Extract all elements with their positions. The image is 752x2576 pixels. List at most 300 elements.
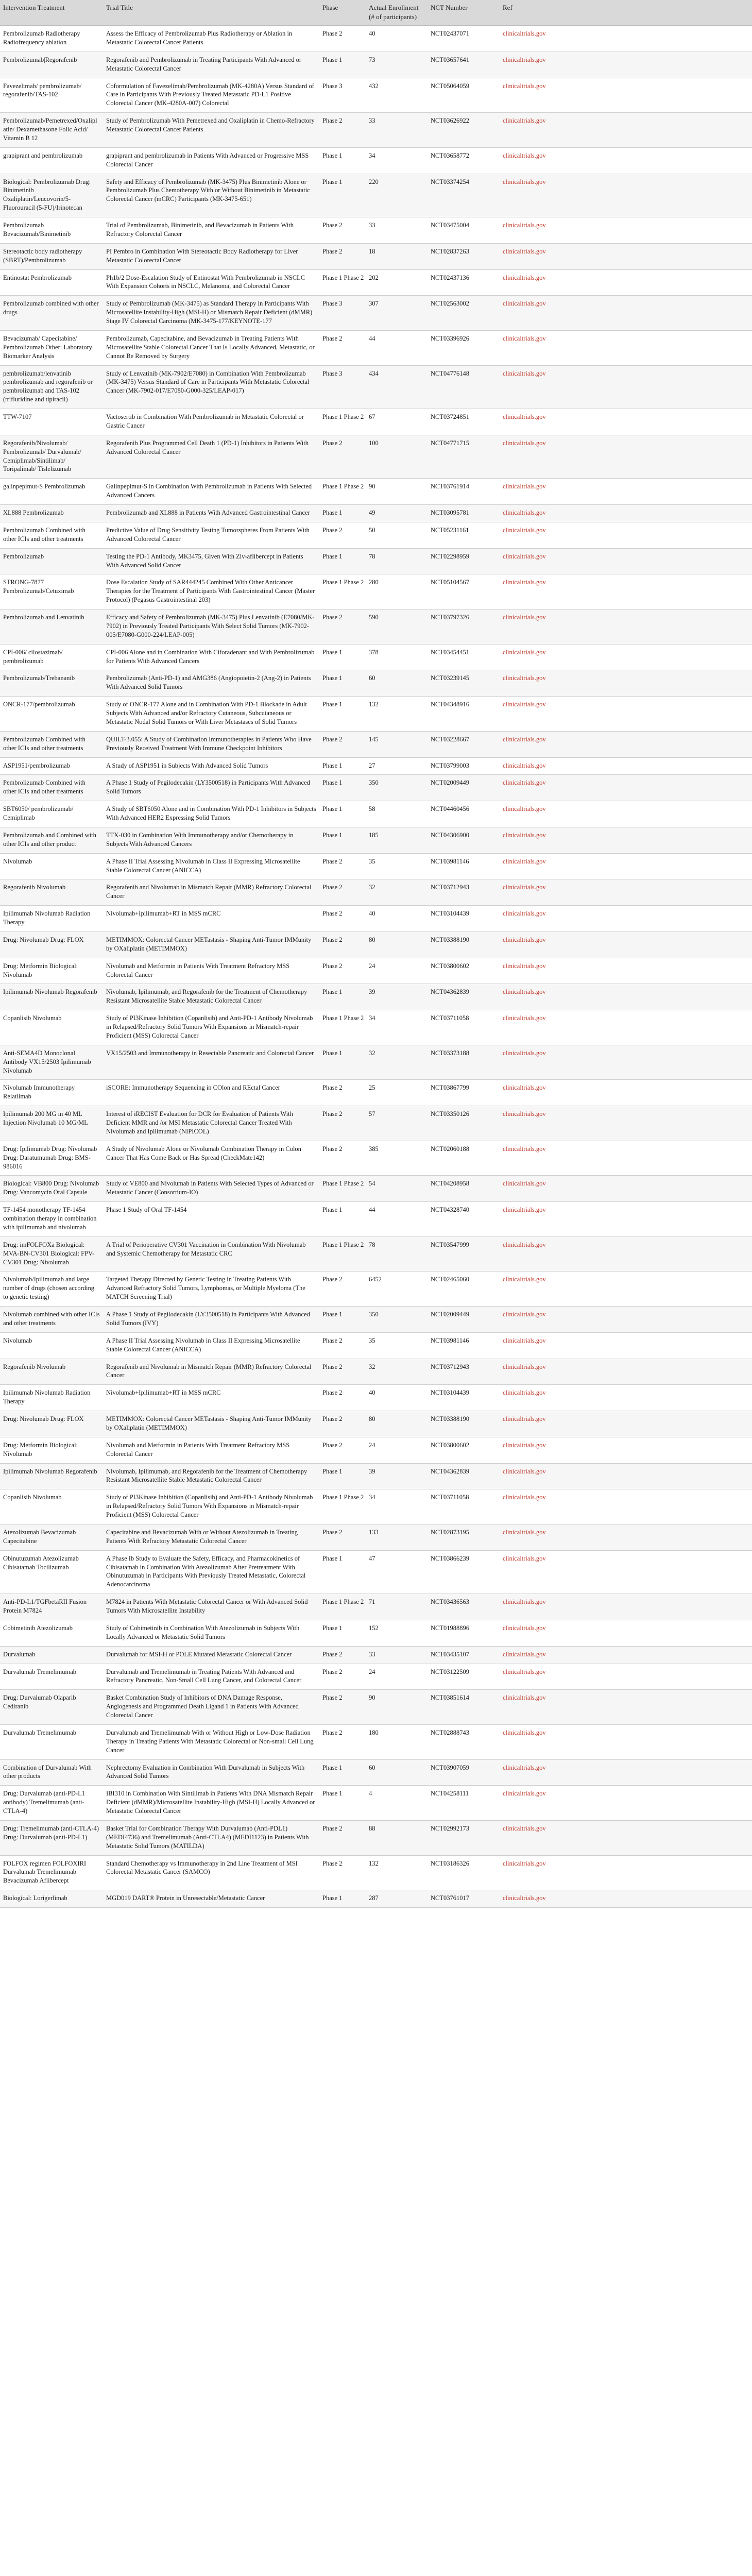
- cell-ref-link[interactable]: clinicaltrials.gov: [500, 1724, 752, 1759]
- cell-phase: Phase 2: [319, 879, 366, 906]
- cell-ref-link[interactable]: clinicaltrials.gov: [500, 1045, 752, 1080]
- cell-trial-title: Nivolumab, Ipilimumab, and Regorafenib for the Treatment of Chemotherapy Resistant Microsatellite Stable Metastatic Colorectal Cancer: [103, 984, 319, 1010]
- cell-intervention: Nivolumab Immunotherapy Relatlimab: [0, 1080, 103, 1106]
- cell-enrollment: 287: [366, 1890, 428, 1908]
- cell-intervention: Drug: imFOLFOXa Biological: MVA-BN-CV301 Biological: FPV-CV301 Drug: Nivolumab: [0, 1236, 103, 1272]
- cell-ref-link[interactable]: clinicaltrials.gov: [500, 1202, 752, 1237]
- cell-phase: Phase 2: [319, 1359, 366, 1385]
- cell-ref-link[interactable]: clinicaltrials.gov: [500, 479, 752, 505]
- cell-phase: Phase 2: [319, 1141, 366, 1176]
- cell-enrollment: 44: [366, 330, 428, 365]
- cell-ref-link[interactable]: clinicaltrials.gov: [500, 1236, 752, 1272]
- cell-phase: Phase 1: [319, 505, 366, 522]
- cell-ref-link[interactable]: clinicaltrials.gov: [500, 775, 752, 801]
- cell-ref-link[interactable]: clinicaltrials.gov: [500, 1106, 752, 1141]
- cell-intervention: Pembrolizumab Radiotherapy Radiofrequency ablation: [0, 26, 103, 52]
- cell-trial-title: Phase 1 Study of Oral TF-1454: [103, 1202, 319, 1237]
- cell-trial-title: A Phase 1 Study of Pegilodecakin (LY3500518) in Participants With Advanced Solid Tumors (IVY): [103, 1307, 319, 1333]
- cell-phase: Phase 2: [319, 1690, 366, 1725]
- cell-ref-link[interactable]: clinicaltrials.gov: [500, 644, 752, 670]
- cell-ref-link[interactable]: clinicaltrials.gov: [500, 984, 752, 1010]
- cell-intervention: Durvalumab Tremelimumab: [0, 1724, 103, 1759]
- cell-enrollment: 35: [366, 1332, 428, 1359]
- cell-ref-link[interactable]: clinicaltrials.gov: [500, 243, 752, 269]
- table-row: [0, 827, 752, 853]
- cell-nct-number: NCT03239145: [428, 670, 500, 697]
- cell-intervention: Drug: Metformin Biological: Nivolumab: [0, 1437, 103, 1463]
- cell-trial-title: Study of Pembrolizumab (MK-3475) as Standard Therapy in Participants With Microsatellite Instability-High (MSI-H) or Mismatch Repair Deficient (dMMR) Stage IV Colorectal Carcinoma (MK-3475-177/KEYNOTE-177: [103, 296, 319, 331]
- table-row: [0, 174, 752, 217]
- cell-ref-link[interactable]: clinicaltrials.gov: [500, 757, 752, 775]
- cell-trial-title: grapiprant and pembrolizumab in Patients With Advanced or Progressive MSS Colorectal Cancer: [103, 147, 319, 174]
- cell-trial-title: Durvalumab for MSI-H or POLE Mutated Metastatic Colorectal Cancer: [103, 1646, 319, 1664]
- cell-ref-link[interactable]: clinicaltrials.gov: [500, 1176, 752, 1202]
- cell-trial-title: Durvalumab and Tremelimumab With or Without High or Low-Dose Radiation Therapy in Treating Patients With Metastatic Colorectal or Non-small Cell Lung Cancer: [103, 1724, 319, 1759]
- cell-ref-link[interactable]: clinicaltrials.gov: [500, 1463, 752, 1489]
- cell-phase: Phase 2: [319, 26, 366, 52]
- cell-ref-link[interactable]: clinicaltrials.gov: [500, 1855, 752, 1890]
- cell-ref-link[interactable]: clinicaltrials.gov: [500, 435, 752, 479]
- cell-ref-link[interactable]: clinicaltrials.gov: [500, 365, 752, 409]
- cell-intervention: Biological: Lorigerlimab: [0, 1890, 103, 1908]
- cell-intervention: Ipilimumab Nivolumab Radiation Therapy: [0, 906, 103, 932]
- cell-ref-link[interactable]: clinicaltrials.gov: [500, 1524, 752, 1550]
- cell-enrollment: 24: [366, 958, 428, 984]
- cell-trial-title: TTX-030 in Combination With Immunotherapy and/or Chemotherapy in Subjects With Advanced Cancers: [103, 827, 319, 853]
- cell-ref-link[interactable]: clinicaltrials.gov: [500, 1820, 752, 1855]
- cell-phase: Phase 1: [319, 1550, 366, 1594]
- cell-nct-number: NCT05231161: [428, 522, 500, 548]
- cell-intervention: ONCR-177/pembrolizumab: [0, 697, 103, 732]
- cell-nct-number: NCT04208958: [428, 1176, 500, 1202]
- cell-intervention: Cobimetinib Atezolizumab: [0, 1620, 103, 1646]
- cell-ref-link[interactable]: clinicaltrials.gov: [500, 269, 752, 296]
- table-row: [0, 243, 752, 269]
- cell-nct-number: NCT03547999: [428, 1236, 500, 1272]
- cell-trial-title: A Phase Ib Study to Evaluate the Safety, Efficacy, and Pharmacokinetics of Cibisatamab in Combination With Atezolizumab After Pretreatment With Obinutuzumab in Participants With Previously Treated Metastatic, Colorectal Adenocarcinoma: [103, 1550, 319, 1594]
- cell-ref-link[interactable]: clinicaltrials.gov: [500, 1411, 752, 1437]
- cell-enrollment: 80: [366, 931, 428, 958]
- cell-ref-link[interactable]: clinicaltrials.gov: [500, 1272, 752, 1307]
- table-row: [0, 269, 752, 296]
- cell-intervention: Biological: VB800 Drug: Nivolumab Drug: Vancomycin Oral Capsule: [0, 1176, 103, 1202]
- cell-ref-link[interactable]: clinicaltrials.gov: [500, 1759, 752, 1786]
- cell-ref-link[interactable]: clinicaltrials.gov: [500, 879, 752, 906]
- cell-trial-title: Safety and Efficacy of Pembrolizumab (MK-3475) Plus Binimetinib Alone or Pembrolizumab Plus Chemotherapy With or Without Binimetinib in Metastatic Colorectal Cancer (mCRC) Participants (MK-3475-651): [103, 174, 319, 217]
- table-row: [0, 1236, 752, 1272]
- cell-phase: Phase 1 Phase 2: [319, 1176, 366, 1202]
- table-row: [0, 1890, 752, 1908]
- cell-enrollment: 44: [366, 1202, 428, 1237]
- cell-nct-number: NCT04306900: [428, 827, 500, 853]
- table-row: [0, 757, 752, 775]
- cell-ref-link[interactable]: clinicaltrials.gov: [500, 1307, 752, 1333]
- cell-ref-link[interactable]: clinicaltrials.gov: [500, 1664, 752, 1690]
- cell-nct-number: NCT05104567: [428, 574, 500, 609]
- table-row: [0, 644, 752, 670]
- cell-ref-link[interactable]: clinicaltrials.gov: [500, 801, 752, 827]
- cell-trial-title: Study of PI3Kinase Inhibition (Copanlisib) and Anti-PD-1 Antibody Nivolumab in Relapsed/Refractory Solid Tumors With Expansions in Mismatch-repair Proficient (MSS) Colorectal Cancer: [103, 1489, 319, 1524]
- table-row: [0, 879, 752, 906]
- cell-enrollment: 24: [366, 1664, 428, 1690]
- cell-nct-number: NCT01988896: [428, 1620, 500, 1646]
- cell-nct-number: NCT02437071: [428, 26, 500, 52]
- cell-ref-link[interactable]: clinicaltrials.gov: [500, 609, 752, 645]
- cell-trial-title: Interest of iRECIST Evaluation for DCR for Evaluation of Patients With Deficient MMR and /or MSI Metastatic Colorectal Cancer Treated With Nivolumab and Ipilimumab (NIPICOL): [103, 1106, 319, 1141]
- cell-enrollment: 4: [366, 1786, 428, 1821]
- table-row: [0, 801, 752, 827]
- table-row: [0, 1524, 752, 1550]
- cell-nct-number: NCT03436563: [428, 1594, 500, 1620]
- cell-trial-title: Nivolumab and Metformin in Patients With Treatment Refractory MSS Colorectal Cancer: [103, 958, 319, 984]
- cell-nct-number: NCT02298959: [428, 548, 500, 574]
- table-row: [0, 1690, 752, 1725]
- cell-phase: Phase 1 Phase 2: [319, 1594, 366, 1620]
- table-row: [0, 958, 752, 984]
- table-row: [0, 217, 752, 244]
- cell-phase: Phase 2: [319, 731, 366, 757]
- cell-trial-title: Capecitabine and Bevacizumab With or Without Atezolizumab in Treating Patients With Refractory Metastatic Colorectal Cancer: [103, 1524, 319, 1550]
- table-row: [0, 1820, 752, 1855]
- cell-ref-link[interactable]: clinicaltrials.gov: [500, 217, 752, 244]
- cell-ref-link[interactable]: clinicaltrials.gov: [500, 1385, 752, 1411]
- table-row: [0, 1463, 752, 1489]
- cell-intervention: Stereotactic body radiotherapy (SBRT)/Pembrolizumab: [0, 243, 103, 269]
- header-enrollment: Actual Enrollment (# of participants): [366, 0, 428, 26]
- cell-phase: Phase 1: [319, 1620, 366, 1646]
- cell-enrollment: 25: [366, 1080, 428, 1106]
- cell-intervention: TF-1454 monotherapy TF-1454 combination therapy in combination with ipilimumab and nivolumab: [0, 1202, 103, 1237]
- cell-trial-title: A Study of SBT6050 Alone and in Combination With PD-1 Inhibitors in Subjects With Advanced HER2 Expressing Solid Tumors: [103, 801, 319, 827]
- cell-ref-link[interactable]: clinicaltrials.gov: [500, 522, 752, 548]
- cell-intervention: ASP1951/pembrolizumab: [0, 757, 103, 775]
- cell-nct-number: NCT04362839: [428, 984, 500, 1010]
- cell-ref-link[interactable]: clinicaltrials.gov: [500, 1620, 752, 1646]
- cell-trial-title: Study of Pembrolizumab With Pemetrexed and Oxaliplatin in Chemo-Refractory Metastatic Colorectal Cancer Patients: [103, 113, 319, 148]
- cell-nct-number: NCT02992173: [428, 1820, 500, 1855]
- table-row: [0, 296, 752, 331]
- table-row: [0, 113, 752, 148]
- cell-intervention: Pembrolizumab Combined with other ICIs and other treatments: [0, 522, 103, 548]
- cell-intervention: Obinutuzumab Atezolizumab Cibisatamab Tocilizumab: [0, 1550, 103, 1594]
- table-row: [0, 1080, 752, 1106]
- cell-trial-title: Targeted Therapy Directed by Genetic Testing in Treating Patients With Advanced Refractory Solid Tumors, Lymphomas, or Multiple Myeloma (The MATCH Screening Trial): [103, 1272, 319, 1307]
- cell-intervention: Pembrolizumab Combined with other ICIs and other treatments: [0, 731, 103, 757]
- cell-nct-number: NCT04328740: [428, 1202, 500, 1237]
- table-row: [0, 147, 752, 174]
- cell-phase: Phase 1: [319, 1045, 366, 1080]
- cell-enrollment: 180: [366, 1724, 428, 1759]
- cell-intervention: Drug: Nivolumab Drug: FLOX: [0, 931, 103, 958]
- table-row: [0, 78, 752, 113]
- cell-nct-number: NCT03800602: [428, 958, 500, 984]
- cell-intervention: TTW-7107: [0, 409, 103, 435]
- cell-ref-link[interactable]: clinicaltrials.gov: [500, 1550, 752, 1594]
- table-row: [0, 906, 752, 932]
- table-row: [0, 522, 752, 548]
- cell-nct-number: NCT02563002: [428, 296, 500, 331]
- cell-nct-number: NCT03104439: [428, 1385, 500, 1411]
- cell-ref-link[interactable]: clinicaltrials.gov: [500, 1080, 752, 1106]
- table-row: [0, 409, 752, 435]
- cell-trial-title: A Phase 1 Study of Pegilodecakin (LY3500518) in Participants With Advanced Solid Tumors: [103, 775, 319, 801]
- cell-nct-number: NCT03981146: [428, 1332, 500, 1359]
- cell-ref-link[interactable]: clinicaltrials.gov: [500, 670, 752, 697]
- cell-phase: Phase 2: [319, 931, 366, 958]
- cell-intervention: Drug: Ipilimumab Drug: Nivolumab Drug: Daratumumab Drug: BMS-986016: [0, 1141, 103, 1176]
- cell-ref-link[interactable]: clinicaltrials.gov: [500, 26, 752, 52]
- cell-trial-title: MGD019 DART® Protein in Unresectable/Metastatic Cancer: [103, 1890, 319, 1908]
- cell-enrollment: 32: [366, 1045, 428, 1080]
- cell-enrollment: 34: [366, 147, 428, 174]
- cell-ref-link[interactable]: clinicaltrials.gov: [500, 147, 752, 174]
- cell-trial-title: Dose Escalation Study of SAR444245 Combined With Other Anticancer Therapies for the Treatment of Participants With Gastrointestinal Cancer (Master Protocol) (Pegasus Gastrointestinal 203): [103, 574, 319, 609]
- cell-nct-number: NCT03907059: [428, 1759, 500, 1786]
- cell-nct-number: NCT02873195: [428, 1524, 500, 1550]
- table-row: [0, 853, 752, 879]
- table-row: [0, 1724, 752, 1759]
- cell-trial-title: Study of ONCR-177 Alone and in Combination With PD-1 Blockade in Adult Subjects With Advanced and/or Refractory Cutaneous, Subcutaneous or Metastatic Nodal Solid Tumors or With Liver Metastases of Solid Tumors: [103, 697, 319, 732]
- cell-trial-title: Regorafenib and Pembrolizumab in Treating Participants With Advanced or Metastatic Colorectal Cancer: [103, 52, 319, 78]
- header-intervention: Intervention Treatment: [0, 0, 103, 26]
- cell-ref-link[interactable]: clinicaltrials.gov: [500, 52, 752, 78]
- cell-phase: Phase 2: [319, 522, 366, 548]
- table-row: [0, 1411, 752, 1437]
- cell-phase: Phase 1: [319, 1202, 366, 1237]
- cell-phase: Phase 1: [319, 697, 366, 732]
- cell-phase: Phase 2: [319, 853, 366, 879]
- cell-ref-link[interactable]: clinicaltrials.gov: [500, 1786, 752, 1821]
- cell-ref-link[interactable]: clinicaltrials.gov: [500, 697, 752, 732]
- cell-phase: Phase 1: [319, 52, 366, 78]
- cell-intervention: galinpepimut-S Pembrolizumab: [0, 479, 103, 505]
- cell-intervention: Ipilimumab Nivolumab Radiation Therapy: [0, 1385, 103, 1411]
- cell-ref-link[interactable]: clinicaltrials.gov: [500, 1010, 752, 1045]
- cell-nct-number: NCT02465060: [428, 1272, 500, 1307]
- table-row: [0, 1664, 752, 1690]
- cell-nct-number: NCT03095781: [428, 505, 500, 522]
- cell-intervention: Pembrolizumab|Regorafenib: [0, 52, 103, 78]
- cell-phase: Phase 2: [319, 609, 366, 645]
- cell-phase: Phase 3: [319, 365, 366, 409]
- header-row: [0, 0, 752, 26]
- cell-ref-link[interactable]: clinicaltrials.gov: [500, 1690, 752, 1725]
- cell-ref-link[interactable]: clinicaltrials.gov: [500, 174, 752, 217]
- cell-enrollment: 100: [366, 435, 428, 479]
- cell-ref-link[interactable]: clinicaltrials.gov: [500, 1489, 752, 1524]
- table-row: [0, 1045, 752, 1080]
- cell-enrollment: 34: [366, 1489, 428, 1524]
- cell-trial-title: Regorafenib and Nivolumab in Mismatch Repair (MMR) Refractory Colorectal Cancer: [103, 879, 319, 906]
- table-row: [0, 1202, 752, 1237]
- cell-nct-number: NCT03454451: [428, 644, 500, 670]
- table-row: [0, 984, 752, 1010]
- cell-trial-title: Nivolumab+Ipilimumab+RT in MSS mCRC: [103, 906, 319, 932]
- cell-trial-title: Standard Chemotherapy vs Immunotherapy in 2nd Line Treatment of MSI Colorectal Metastatic Cancer (SAMCO): [103, 1855, 319, 1890]
- cell-phase: Phase 2: [319, 217, 366, 244]
- table-row: [0, 1385, 752, 1411]
- cell-intervention: Ipilimumab Nivolumab Regorafenib: [0, 984, 103, 1010]
- cell-trial-title: Durvalumab and Tremelimumab in Treating Patients With Advanced and Refractory Pancreatic, Non-Small Cell Lung Cancer, and Colorectal Cancer: [103, 1664, 319, 1690]
- cell-ref-link[interactable]: clinicaltrials.gov: [500, 330, 752, 365]
- cell-intervention: Drug: Durvalumab Olaparib Cediranib: [0, 1690, 103, 1725]
- cell-enrollment: 152: [366, 1620, 428, 1646]
- cell-nct-number: NCT03104439: [428, 906, 500, 932]
- table-row: [0, 670, 752, 697]
- cell-trial-title: Coformulation of Favezelimab/Pembrolizumab (MK-4280A) Versus Standard of Care in Participants With Previously Treated Metastatic PD-L1 Positive Colorectal Cancer (MK-4280A-007) Colorectal: [103, 78, 319, 113]
- table-header: [0, 0, 752, 26]
- cell-trial-title: METIMMOX: Colorectal Cancer METastasis - Shaping Anti-Tumor IMMunity by OXaliplatin (METIMMOX): [103, 931, 319, 958]
- cell-ref-link[interactable]: clinicaltrials.gov: [500, 853, 752, 879]
- table-row: [0, 1550, 752, 1594]
- cell-trial-title: Ph1b/2 Dose-Escalation Study of Entinostat With Pembrolizumab in NSCLC With Expansion Cohorts in NSCLC, Melanoma, and Colorectal Cancer: [103, 269, 319, 296]
- cell-nct-number: NCT02888743: [428, 1724, 500, 1759]
- cell-nct-number: NCT03981146: [428, 853, 500, 879]
- cell-nct-number: NCT03396926: [428, 330, 500, 365]
- cell-trial-title: METIMMOX: Colorectal Cancer METastasis - Shaping Anti-Tumor IMMunity by OXaliplatin (METIMMOX): [103, 1411, 319, 1437]
- cell-phase: Phase 1 Phase 2: [319, 1489, 366, 1524]
- table-row: [0, 1620, 752, 1646]
- cell-nct-number: NCT03626922: [428, 113, 500, 148]
- cell-ref-link[interactable]: clinicaltrials.gov: [500, 505, 752, 522]
- cell-enrollment: 73: [366, 52, 428, 78]
- table-row: [0, 1437, 752, 1463]
- table-row: [0, 505, 752, 522]
- cell-nct-number: NCT03800602: [428, 1437, 500, 1463]
- cell-nct-number: NCT03228667: [428, 731, 500, 757]
- cell-ref-link[interactable]: clinicaltrials.gov: [500, 1332, 752, 1359]
- cell-nct-number: NCT03712943: [428, 1359, 500, 1385]
- cell-ref-link[interactable]: clinicaltrials.gov: [500, 409, 752, 435]
- cell-enrollment: 202: [366, 269, 428, 296]
- cell-trial-title: Regorafenib Plus Programmed Cell Death 1 (PD-1) Inhibitors in Patients With Advanced Colorectal Cancer: [103, 435, 319, 479]
- cell-enrollment: 385: [366, 1141, 428, 1176]
- cell-trial-title: Assess the Efficacy of Pembrolizumab Plus Radiotherapy or Ablation in Metastatic Colorectal Cancer Patients: [103, 26, 319, 52]
- table-row: [0, 330, 752, 365]
- table-row: [0, 1646, 752, 1664]
- table-row: [0, 1106, 752, 1141]
- cell-intervention: Entinostat Pembrolizumab: [0, 269, 103, 296]
- cell-intervention: Drug: Tremelimumab (anti-CTLA-4) Drug: Durvalumab (anti-PD-L1): [0, 1820, 103, 1855]
- cell-enrollment: 39: [366, 984, 428, 1010]
- cell-ref-link[interactable]: clinicaltrials.gov: [500, 1437, 752, 1463]
- cell-phase: Phase 2: [319, 330, 366, 365]
- table-row: [0, 52, 752, 78]
- cell-ref-link[interactable]: clinicaltrials.gov: [500, 906, 752, 932]
- cell-enrollment: 49: [366, 505, 428, 522]
- cell-trial-title: PI Pembro in Combination With Stereotactic Body Radiotherapy for Liver Metastatic Colorectal Cancer: [103, 243, 319, 269]
- cell-nct-number: NCT03657641: [428, 52, 500, 78]
- cell-intervention: Ipilimumab Nivolumab Regorafenib: [0, 1463, 103, 1489]
- cell-ref-link[interactable]: clinicaltrials.gov: [500, 1890, 752, 1908]
- cell-nct-number: NCT05064059: [428, 78, 500, 113]
- cell-ref-link[interactable]: clinicaltrials.gov: [500, 113, 752, 148]
- cell-phase: Phase 1 Phase 2: [319, 1010, 366, 1045]
- table-row: [0, 548, 752, 574]
- cell-trial-title: Vactosertib in Combination With Pembrolizumab in Metastatic Colorectal or Gastric Cancer: [103, 409, 319, 435]
- cell-trial-title: QUILT-3.055: A Study of Combination Immunotherapies in Patients Who Have Previously Received Treatment With Immune Checkpoint Inhibitors: [103, 731, 319, 757]
- table-row: [0, 1332, 752, 1359]
- cell-enrollment: 33: [366, 1646, 428, 1664]
- cell-phase: Phase 1: [319, 548, 366, 574]
- cell-intervention: Anti-SEMA4D Monoclonal Antibody VX15/2503 Ipilimumab Nivolumab: [0, 1045, 103, 1080]
- cell-trial-title: Efficacy and Safety of Pembrolizumab (MK-3475) Plus Lenvatinib (E7080/MK-7902) in Previously Treated Participants With Select Solid Tumors (MK-7902-005/E7080-G000-224/LEAP-005): [103, 609, 319, 645]
- cell-ref-link[interactable]: clinicaltrials.gov: [500, 827, 752, 853]
- cell-enrollment: 47: [366, 1550, 428, 1594]
- cell-phase: Phase 1 Phase 2: [319, 409, 366, 435]
- cell-phase: Phase 3: [319, 296, 366, 331]
- cell-intervention: SBT6050/ pembrolizumab/ Cemiplimab: [0, 801, 103, 827]
- table-row: [0, 1272, 752, 1307]
- cell-intervention: Ipilimumab 200 MG in 40 ML Injection Nivolumab 10 MG/ML: [0, 1106, 103, 1141]
- cell-intervention: Nivolumab: [0, 1332, 103, 1359]
- table-row: [0, 1489, 752, 1524]
- cell-enrollment: 39: [366, 1463, 428, 1489]
- cell-phase: Phase 1: [319, 1890, 366, 1908]
- cell-trial-title: Nephrectomy Evaluation in Combination With Durvalumab in Subjects With Advanced Solid Tumors: [103, 1759, 319, 1786]
- cell-intervention: Drug: Durvalumab (anti-PD-L1 antibody) Tremelimumab (anti-CTLA-4): [0, 1786, 103, 1821]
- cell-nct-number: NCT02837263: [428, 243, 500, 269]
- cell-ref-link[interactable]: clinicaltrials.gov: [500, 958, 752, 984]
- cell-phase: Phase 2: [319, 1272, 366, 1307]
- cell-enrollment: 145: [366, 731, 428, 757]
- cell-intervention: CPI-006/ cilostazimab/ pembrolizumab: [0, 644, 103, 670]
- table-row: [0, 1307, 752, 1333]
- cell-ref-link[interactable]: clinicaltrials.gov: [500, 296, 752, 331]
- cell-intervention: Durvalumab Tremelimumab: [0, 1664, 103, 1690]
- cell-phase: Phase 1: [319, 1759, 366, 1786]
- table-body: [0, 26, 752, 1908]
- cell-ref-link[interactable]: clinicaltrials.gov: [500, 1594, 752, 1620]
- cell-trial-title: Predictive Value of Drug Sensitivity Testing Tumorspheres From Patients With Advanced Colorectal Cancer: [103, 522, 319, 548]
- cell-ref-link[interactable]: clinicaltrials.gov: [500, 731, 752, 757]
- cell-ref-link[interactable]: clinicaltrials.gov: [500, 1359, 752, 1385]
- cell-ref-link[interactable]: clinicaltrials.gov: [500, 1141, 752, 1176]
- cell-enrollment: 185: [366, 827, 428, 853]
- cell-phase: Phase 2: [319, 1820, 366, 1855]
- cell-ref-link[interactable]: clinicaltrials.gov: [500, 574, 752, 609]
- cell-ref-link[interactable]: clinicaltrials.gov: [500, 1646, 752, 1664]
- cell-ref-link[interactable]: clinicaltrials.gov: [500, 548, 752, 574]
- cell-ref-link[interactable]: clinicaltrials.gov: [500, 78, 752, 113]
- table-row: [0, 435, 752, 479]
- table-row: [0, 1855, 752, 1890]
- table-row: [0, 1594, 752, 1620]
- cell-enrollment: 60: [366, 670, 428, 697]
- cell-enrollment: 78: [366, 548, 428, 574]
- cell-intervention: Copanlisib Nivolumab: [0, 1010, 103, 1045]
- cell-intervention: STRONG-7877 Pembrolizumab/Cetuximab: [0, 574, 103, 609]
- cell-nct-number: NCT02437136: [428, 269, 500, 296]
- cell-nct-number: NCT03866239: [428, 1550, 500, 1594]
- cell-nct-number: NCT03122509: [428, 1664, 500, 1690]
- cell-trial-title: Study of PI3Kinase Inhibition (Copanlisib) and Anti-PD-1 Antibody Nivolumab in Relapsed/Refractory Solid Tumors With Expansions in Mismatch-repair Proficient (MSS) Colorectal Cancer: [103, 1010, 319, 1045]
- cell-trial-title: IBI310 in Combination With Sintilimab in Patients With DNA Mismatch Repair Deficient (dMMR)/Microsatellite Instability-High (MSI-H) Locally Advanced or Metastatic Colorectal Cancer: [103, 1786, 319, 1821]
- cell-intervention: Nivolumab combined with other ICIs and other treatments: [0, 1307, 103, 1333]
- cell-trial-title: M7824 in Patients With Metastatic Colorectal Cancer or With Advanced Solid Tumors With Microsatellite Instability: [103, 1594, 319, 1620]
- cell-nct-number: NCT03435107: [428, 1646, 500, 1664]
- header-ref: Ref: [500, 0, 752, 26]
- cell-ref-link[interactable]: clinicaltrials.gov: [500, 931, 752, 958]
- cell-enrollment: 40: [366, 1385, 428, 1411]
- cell-enrollment: 32: [366, 879, 428, 906]
- cell-phase: Phase 2: [319, 1106, 366, 1141]
- cell-nct-number: NCT04771715: [428, 435, 500, 479]
- cell-trial-title: Pembrolizumab, Capecitabine, and Bevacizumab in Treating Patients With Microsatellite Stable Colorectal Cancer That Is Locally Advanced, Metastatic, or Cannot Be Removed by Surgery: [103, 330, 319, 365]
- cell-phase: Phase 1: [319, 1463, 366, 1489]
- cell-intervention: Pembrolizumab and Combined with other ICIs and other product: [0, 827, 103, 853]
- cell-phase: Phase 1: [319, 644, 366, 670]
